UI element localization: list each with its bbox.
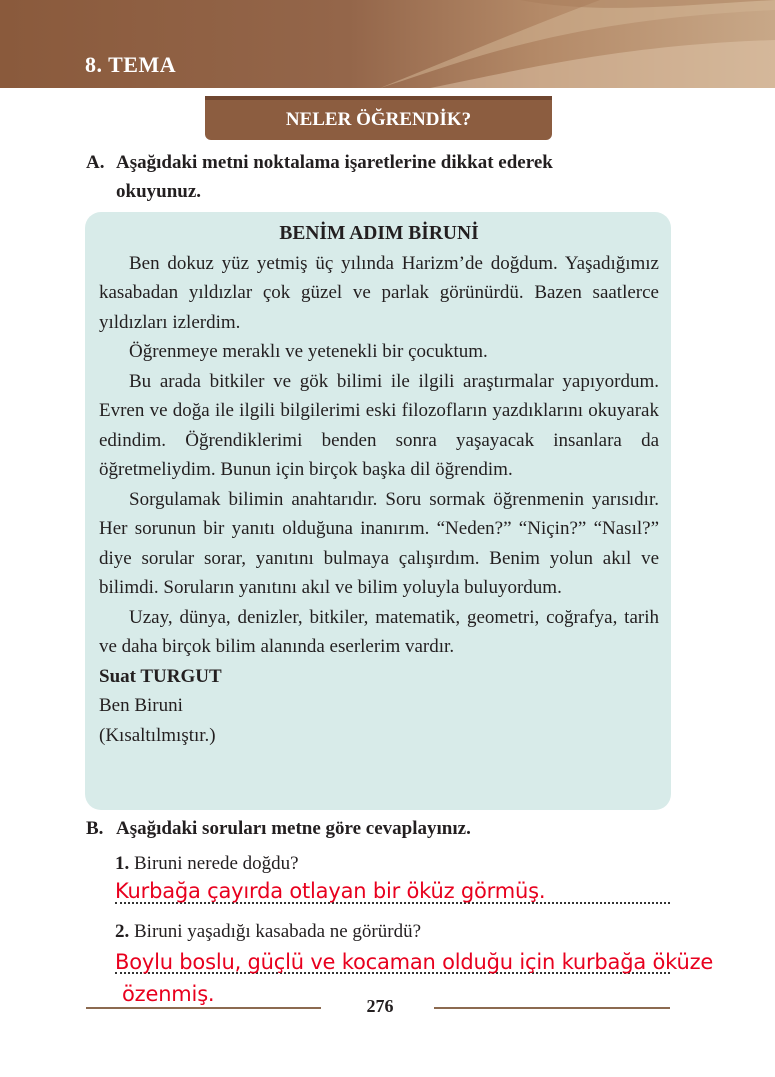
section-a-text-line2: okuyunuz.	[116, 181, 202, 202]
section-a-text-line1: Aşağıdaki metni noktalama işaretlerine dikkat ederek	[116, 152, 553, 173]
story-paragraph: Sorgulamak bilimin anahtarıdır. Soru sormak öğrenmenin yarısıdır. Her sorunun bir yanıtı olduğuna inanırım. “Neden?” “Niçin?” “Nasıl?” diye sorular sorar, yanıtını bulmaya çalışırdım. Benim yolun akıl ve bilimdi. Soruların yanıtını akıl ve bilim yoluyla buluyordum.	[99, 488, 659, 598]
story-abridged-note: (Kısaltılmıştır.)	[99, 724, 216, 746]
question-2	[115, 921, 421, 943]
section-a-letter: A.	[86, 152, 105, 173]
footer-rule-right	[434, 1007, 670, 1009]
question-number: 1.	[115, 853, 130, 874]
section-b-instruction	[86, 818, 471, 840]
story-paragraph: Uzay, dünya, denizler, bitkiler, matematik, geometri, coğrafya, tarih ve daha birçok bilim alanında eserlerim vardır.	[99, 606, 659, 657]
section-a-instruction	[86, 148, 672, 206]
section-title-tab: NELER ÖĞRENDİK?	[205, 100, 552, 140]
section-b-text: Aşağıdaki soruları metne göre cevaplayınız.	[116, 818, 471, 839]
story-author: Suat TURGUT	[99, 665, 222, 687]
story-paragraph: Ben dokuz yüz yetmiş üç yılında Harizm’de doğdum. Yaşadığımız kasabadan yıldızlar çok güzel ve parlak görünürdü. Bazen saatlerce yıldızları izlerdim.	[99, 252, 659, 333]
footer-rule-left	[86, 1007, 321, 1009]
question-text: Biruni yaşadığı kasabada ne görürdü?	[134, 921, 422, 942]
question-number: 2.	[115, 921, 130, 942]
reading-text	[99, 219, 659, 750]
story-paragraph: Bu arada bitkiler ve gök bilimi ile ilgili araştırmalar yapıyordum. Evren ve doğa ile ilgili bilgilerimi eski filozofların yazdıklarını okuyarak edindim. Öğrendiklerimi benden sonra yaşayacak insanlara da öğretmeliydim. Bunun için birçok başka dil öğrendim.	[99, 370, 659, 480]
story-paragraph: Öğrenmeye meraklı ve yetenekli bir çocuktum.	[129, 341, 488, 362]
handwritten-answer-2-line1: Boylu boslu, güçlü ve kocaman olduğu için kurbağa öküze	[115, 950, 714, 974]
story-title: BENİM ADIM BİRUNİ	[279, 223, 479, 244]
page-header-banner	[0, 0, 775, 88]
story-source-book: Ben Biruni	[99, 695, 183, 716]
theme-label: 8. TEMA	[85, 52, 177, 77]
handwritten-answer-2-line2: özenmiş.	[122, 982, 215, 1006]
question-1	[115, 853, 299, 875]
handwritten-answer-1: Kurbağa çayırda otlayan bir öküz görmüş.	[115, 879, 546, 903]
page-number: 276	[366, 996, 394, 1016]
question-text: Biruni nerede doğdu?	[134, 853, 299, 874]
section-b-letter: B.	[86, 818, 104, 839]
